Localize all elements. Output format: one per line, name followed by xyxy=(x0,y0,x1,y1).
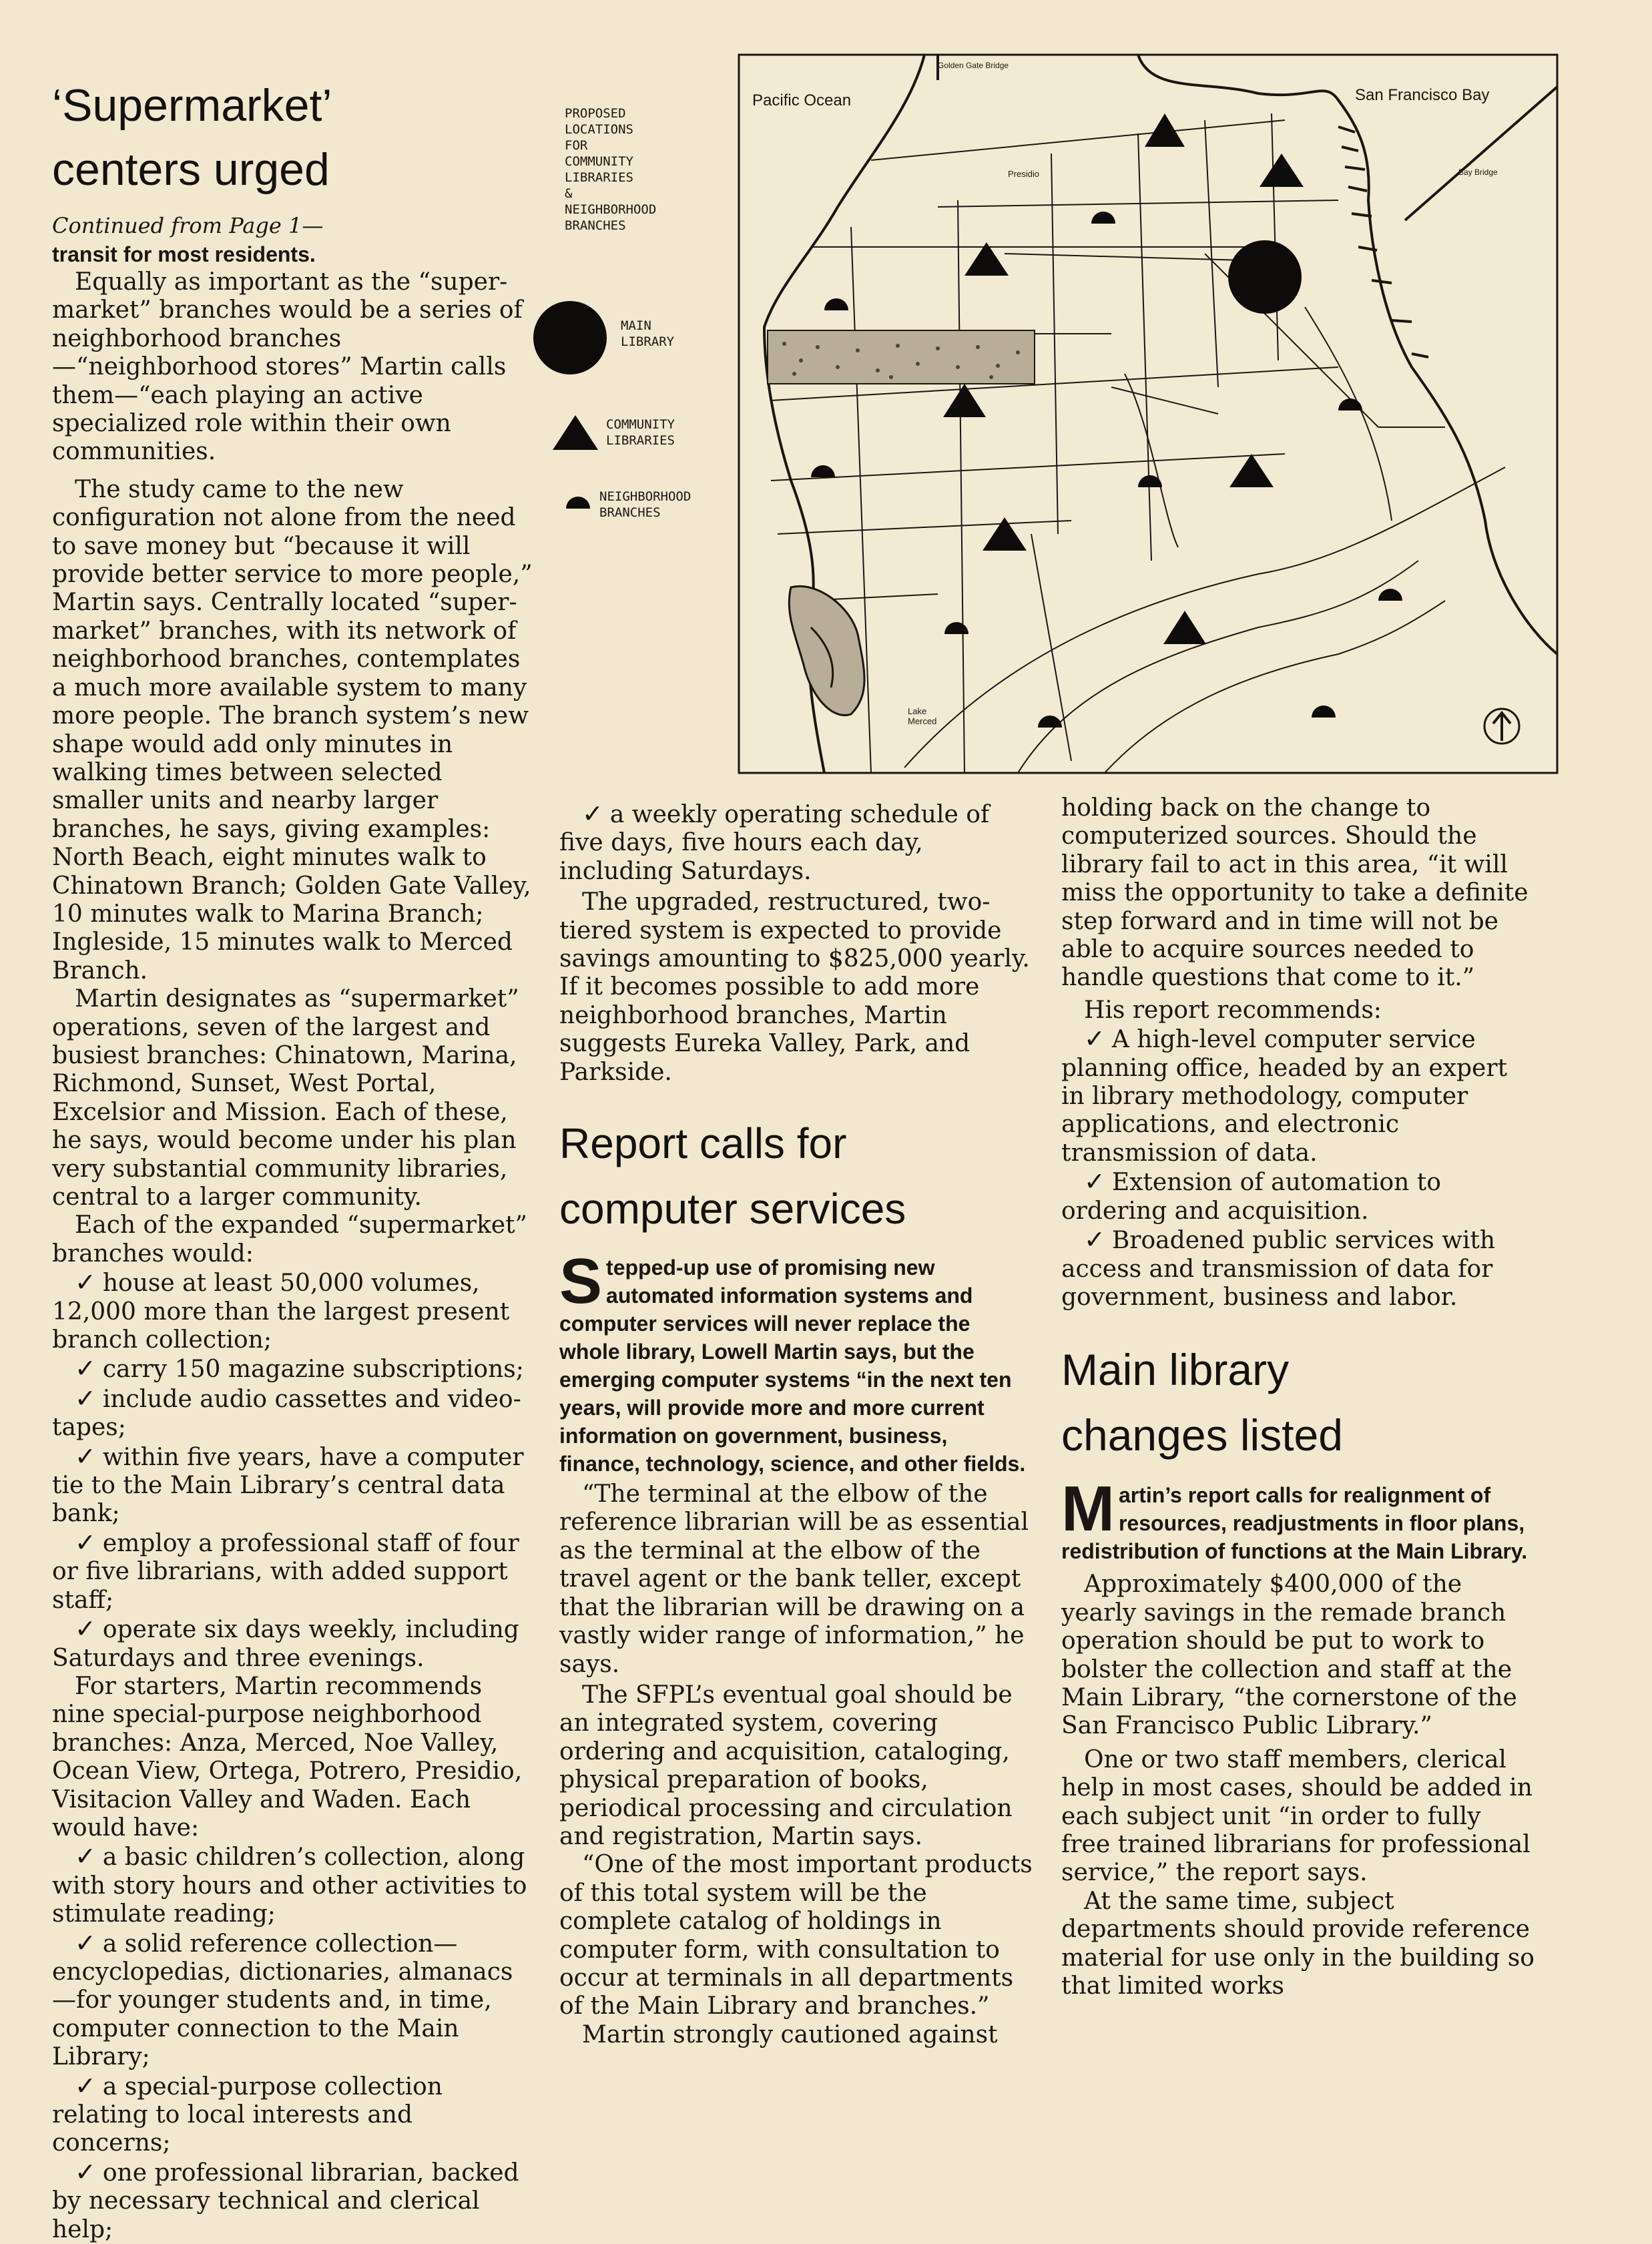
headline-line-2: centers urged xyxy=(52,144,330,195)
check-icon: ✓ xyxy=(75,1383,96,1413)
drop-cap: M xyxy=(1061,1473,1115,1545)
map-label-pacific-ocean: Pacific Ocean xyxy=(752,91,852,109)
transit-line: transit for most residents. xyxy=(52,242,316,266)
bullet-item: ✓ Extension of automation to ordering and acquisition. xyxy=(1061,1167,1441,1225)
bullet-item: ✓ within five years, have a computer tie to the Main Library’s central data bank; xyxy=(52,1441,524,1528)
bullet-item: ✓ operate six days weekly, including Saturdays and three evenings. xyxy=(52,1614,519,1672)
paragraph: At the same time, subject departments should provide reference material for use only in the building so that limited works xyxy=(1061,1887,1535,2000)
legend-community-library-icon xyxy=(551,412,599,453)
paragraph: “One of the most important products of this total system will be the complete catalog of holdings in computer form, with consultation to occur at terminals in all departments of the Main Library and branches.” xyxy=(559,1851,1033,2020)
paragraph: Each of the expanded “supermarket” branches would: xyxy=(52,1211,527,1268)
legend-main-library-label: MAIN LIBRARY xyxy=(621,318,675,349)
check-icon: ✓ xyxy=(75,1441,96,1471)
drop-cap: S xyxy=(559,1245,603,1318)
bullet-item: ✓ a weekly operating schedule of five days, five hours each day, including Saturdays. xyxy=(559,799,990,885)
check-icon: ✓ xyxy=(1084,1167,1105,1197)
bullet-item: ✓ a solid reference collection—encyclopedias, dictionaries, almanacs—for younger students and, in time, computer connection to the Main Library; xyxy=(52,1928,513,2071)
check-icon: ✓ xyxy=(75,2157,96,2187)
column-2 xyxy=(559,800,1033,2049)
headline-main-library xyxy=(1061,1337,1535,1468)
paragraph: Martin designates as “supermarket” operations, seven of the largest and busiest branches: Chinatown, Marina, Richmond, Sunset, West Portal, Excelsior and Mission. Each of these, he says, would become under his plan very substantial community libraries, central to a larger community. xyxy=(52,985,519,1211)
map-label-lake-merced: Lake Merced xyxy=(908,706,937,726)
map-label-golden-gate-bridge: Golden Gate Bridge xyxy=(938,61,1009,70)
headline-supermarket xyxy=(52,73,533,202)
bullet-item: ✓ Broadened public services with access and transmission of data for government, business and labor. xyxy=(1061,1225,1496,1311)
check-icon: ✓ xyxy=(75,1842,96,1872)
paragraph: “The terminal at the elbow of the reference librarian will be as essential as the terminal at the elbow of the travel agent or the bank teller, except that the librarian will be drawing on a vastly wider range of information,” he says. xyxy=(559,1480,1029,1678)
paragraph: The study came to the new configuration not alone from the need to save money but “because it will provide better service to more people,” Martin says. Centrally located “super-market” branches, with its network of neighborhood branches, contemplates a much more available system to many more people. The branch system’s new shape would add only minutes in walking times between selected smaller units and nearby larger branches, he says, giving examples: North Beach, eight minutes walk to Chinatown Branch; Golden Gate Valley, 10 minutes walk to Marina Branch; Ingleside, 15 minutes walk to Merced Branch. xyxy=(52,475,533,985)
paragraph: One or two staff members, clerical help in most cases, should be added in each subject unit “in order to fully free trained librarians for professional service,” the report says. xyxy=(1061,1745,1533,1887)
column-1 xyxy=(52,73,533,2244)
legend-main-library-icon xyxy=(533,299,613,379)
lead-paragraph: Stepped-up use of promising new automated information systems and computer services will never replace the whole library, Lowell Martin says, but the emerging computer systems “in the next ten years, will provide more and more current information on government, business, finance, technology, science, and other fields. xyxy=(559,1245,1026,1476)
bullet-item: ✓ house at least 50,000 volumes, 12,000 more than the largest present branch collection; xyxy=(52,1268,510,1354)
bullet-item: ✓ carry 150 magazine subscriptions; xyxy=(75,1354,524,1384)
paragraph: The upgraded, restructured, two-tiered system is expected to provide savings amounting to $825,000 yearly. If it becomes possible to add more neighborhood branches, Martin suggests Eureka Valley, Park, and Parkside. xyxy=(559,888,1030,1086)
bullet-item: ✓ include audio cassettes and video-tapes; xyxy=(52,1383,521,1442)
headline-line-2: computer services xyxy=(559,1185,906,1233)
check-icon: ✓ xyxy=(75,1614,96,1644)
paragraph: Approximately $400,000 of the yearly savings in the remade branch operation should be put to work to bolster the collection and staff at the Main Library, “the cornerstone of the San Francisco Public Library.” xyxy=(1061,1571,1517,1740)
check-icon: ✓ xyxy=(75,1928,96,1958)
headline-line-1: ‘Supermarket’ xyxy=(52,80,332,131)
headline-line-2: changes listed xyxy=(1061,1410,1343,1460)
bullet-item: ✓ a special-purpose collection relating to local interests and concerns; xyxy=(52,2070,443,2157)
san-francisco-map xyxy=(738,53,1559,774)
map-label-presidio: Presidio xyxy=(1008,169,1039,179)
check-icon: ✓ xyxy=(582,799,603,828)
paragraph: Equally as important as the “super-market” branches would be a series of neighborhood branches—“neighborhood stores” Martin calls them—“each playing an active specialized role within their own communities. xyxy=(52,268,523,466)
map-label-san-francisco-bay: San Francisco Bay xyxy=(1355,86,1490,104)
legend-title: PROPOSED LOCATIONS FOR COMMUNITY LIBRARIES & NEIGHBORHOOD BRANCHES xyxy=(565,106,657,233)
paragraph: For starters, Martin recommends nine special-purpose neighborhood branches: Anza, Merced, Noe Valley, Ocean View, Ortega, Potrero, Presidio, Visitacion Valley and Waden. Each would have: xyxy=(52,1672,523,1842)
bullet-item: ✓ a basic children’s collection, along with story hours and other activities to stimulate reading; xyxy=(52,1842,527,1928)
bullet-item: ✓ one professional librarian, backed by necessary technical and clerical help; xyxy=(52,2157,519,2243)
check-icon: ✓ xyxy=(1084,1225,1105,1255)
bullet-item: ✓ employ a professional staff of four or five librarians, with added support staff; xyxy=(52,1527,519,1614)
column-3 xyxy=(1061,794,1535,2000)
check-icon: ✓ xyxy=(75,1268,96,1298)
legend-community-library-label: COMMUNITY LIBRARIES xyxy=(606,417,675,448)
paragraph: His report recommends: xyxy=(1084,996,1382,1024)
headline-computer-services xyxy=(559,1111,1033,1241)
legend-neighborhood-branch-label: NEIGHBORHOOD BRANCHES xyxy=(599,489,692,520)
paragraph: holding back on the change to computerized sources. Should the library fail to act in this area, “it will miss the opportunity to take a definite step forward and in time will not be able to acquire sources needed to handle questions that come to it.” xyxy=(1061,794,1529,992)
paragraph: The SFPL’s eventual goal should be an integrated system, covering ordering and acquisition, cataloging, physical preparation of books, periodical processing and circulation and registration, Martin says. xyxy=(559,1681,1013,1850)
check-icon: ✓ xyxy=(75,1354,96,1384)
check-icon: ✓ xyxy=(1084,1024,1105,1054)
paragraph: Martin strongly cautioned against xyxy=(582,2020,998,2048)
check-icon: ✓ xyxy=(75,1527,96,1557)
headline-line-1: Main library xyxy=(1061,1345,1290,1395)
lead-paragraph: Martin’s report calls for realignment of resources, readjustments in floor plans, redistribution of functions at the Main Library. xyxy=(1061,1473,1528,1564)
legend-neighborhood-branch-icon xyxy=(565,494,591,510)
check-icon: ✓ xyxy=(75,2070,96,2100)
headline-line-1: Report calls for xyxy=(559,1119,847,1168)
continued-from: Continued from Page 1— xyxy=(52,213,324,238)
map-label-bay-bridge: Bay Bridge xyxy=(1458,168,1498,177)
bullet-item: ✓ A high-level computer service planning office, headed by an expert in library methodology, computer applications, and electronic transmission of data. xyxy=(1061,1024,1508,1167)
